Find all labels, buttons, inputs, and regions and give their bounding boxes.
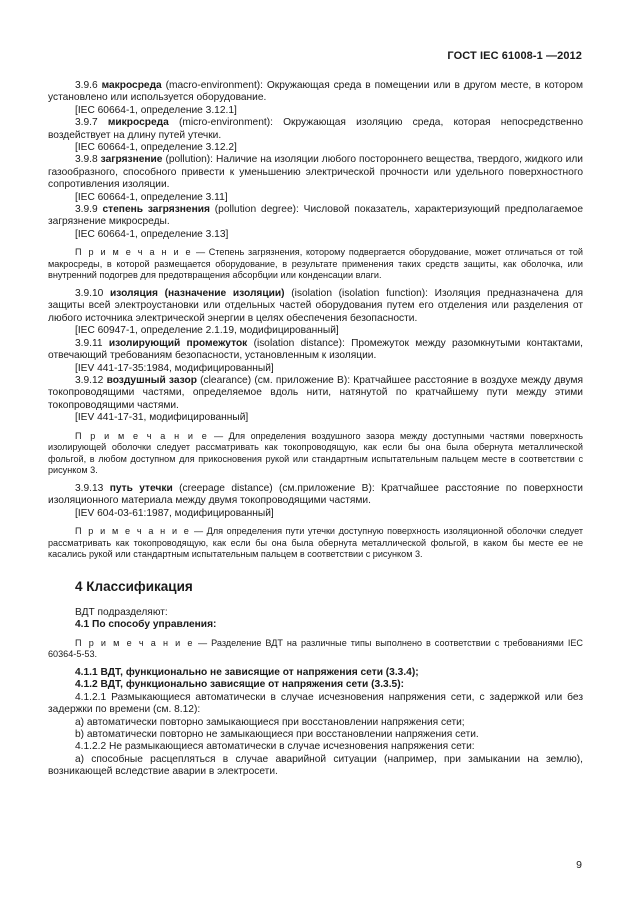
term-3-9-10: 3.9.10 изоляция (назначение изоляции) (isolation (isolation function): Изоляция предназначена для защиты всей электроустановки или отдельных частей оборудования путем его отделения или разделения от любого источника электрической энергии в целях обеспечения безопасности. xyxy=(48,288,583,324)
page-content xyxy=(48,80,583,779)
term-3-9-6: 3.9.6 макросреда (macro-environment): Окружающая среда в помещении или в другом месте, в котором установлено или используется оборудование. xyxy=(48,80,583,104)
list-item-b1: b) автоматически повторно не замыкающиеся при восстановлении напряжения сети. xyxy=(75,728,479,740)
term-3-9-12-ref: [IEV 441-17-31, модифицированный] xyxy=(75,412,249,424)
section-4-1-1: 4.1.1 ВДТ, функционально не зависящие от напряжения сети (3.3.4); xyxy=(75,666,419,678)
term-3-9-9: 3.9.9 степень загрязнения (pollution degree): Числовой показатель, характеризующий предполагаемое загрязнение микросреды. xyxy=(48,204,583,228)
term-3-9-7-ref: [IEC 60664-1, определение 3.12.2] xyxy=(75,142,237,154)
list-item-a1: a) автоматически повторно замыкающиеся при восстановлении напряжения сети; xyxy=(75,716,465,728)
list-item-a2: a) способные расцепляться в случае аварийной ситуации (например, при замыкании на землю), возникающей вследствие аварии в электросети. xyxy=(48,753,583,778)
note-clearance: П р и м е ч а н и е — Для определения воздушного зазора между доступными частями поверхность изолирующей оболочки следует рассматривать как токопроводящую, как если бы она была обернута металлической фольгой, в любом доступном для прикосновения рукой или стандартным испытательным пальцем месте в соответствии с рисунком 3. xyxy=(48,430,583,476)
section-4-intro: ВДТ подразделяют: xyxy=(75,606,168,618)
page-number: 9 xyxy=(576,859,582,871)
clause-4-1-2-2: 4.1.2.2 Не размыкающиеся автоматически в случае исчезновения напряжения сети: xyxy=(75,741,475,753)
term-3-9-13: 3.9.13 путь утечки (creepage distance) (см.приложение В): Кратчайшее расстояние по поверхности изоляционного материала между двумя токопроводящими частями. xyxy=(48,482,583,507)
standard-header: ГОСТ IEC 61008-1 —2012 xyxy=(447,50,582,62)
term-3-9-8-ref: [IEC 60664-1, определение 3.11] xyxy=(75,191,228,203)
term-3-9-8: 3.9.8 загрязнение (pollution): Наличие на изоляции любого постороннего вещества, твердого, жидкого или газообразного, способного привести к уменьшению электрической прочности или удельного поверхностного сопротивления изоляции. xyxy=(48,154,583,191)
section-4-1-heading: 4.1 По способу управления: xyxy=(75,619,217,631)
note-creepage: П р и м е ч а н и е — Для определения пути утечки доступную поверхность изоляционной оболочки следует рассматривать как токопроводящую, как если бы она была обернута металлической фольгой, в каком бы месте ее не касались рукой или стандартным испытательным пальцем в соответствии с рисунком 3. xyxy=(48,526,584,560)
term-3-9-7: 3.9.7 микросреда (micro-environment): Окружающая изоляцию среда, которая непосредственно воздействует на длину путей утечки. xyxy=(48,117,584,141)
term-3-9-10-ref: [IEC 60947-1, определение 2.1.19, модифицированный] xyxy=(75,325,339,337)
term-3-9-11: 3.9.11 изолирующий промежуток (isolation distance): Промежуток между разомкнутыми контактами, отвечающий требованиям безопасности, установленным к изоляции. xyxy=(48,337,583,362)
term-3-9-6-ref: [IEC 60664-1, определение 3.12.1] xyxy=(75,104,237,116)
note-pollution-degree: П р и м е ч а н и е — Степень загрязнения, которому подвергается оборудование, может отличаться от той макросреды, в которой размещается оборудование, в результате применения таких средств защиты, как оболочка, или внутренний подогрев для предотвращения абсорбции или конденсации влаги. xyxy=(48,247,583,281)
section-4-1-2: 4.1.2 ВДТ, функционально зависящие от напряжения сети (3.3.5): xyxy=(75,679,404,691)
term-3-9-11-ref: [IEV 441-17-35:1984, модифицированный] xyxy=(75,362,274,374)
note-classification: П р и м е ч а н и е — Разделение ВДТ на различные типы выполнено в соответствии с требованиями IEC 60364-5-53. xyxy=(48,637,583,660)
term-3-9-12: 3.9.12 воздушный зазор (clearance) (см. приложение В): Кратчайшее расстояние в воздухе между двумя токопроводящими частями, определяемое вдоль нити, натянутой по кратчайшему пути между этими токопроводящими частями. xyxy=(48,374,583,411)
section-4-heading: 4 Классификация xyxy=(75,578,193,594)
term-3-9-13-ref: [IEV 604-03-61:1987, модифицированный] xyxy=(75,507,274,519)
clause-4-1-2-1: 4.1.2.1 Размыкающиеся автоматически в случае исчезновения напряжения сети, с задержкой или без задержки по времени (см. 8.12): xyxy=(48,691,583,716)
term-3-9-9-ref: [IEC 60664-1, определение 3.13] xyxy=(75,228,229,240)
